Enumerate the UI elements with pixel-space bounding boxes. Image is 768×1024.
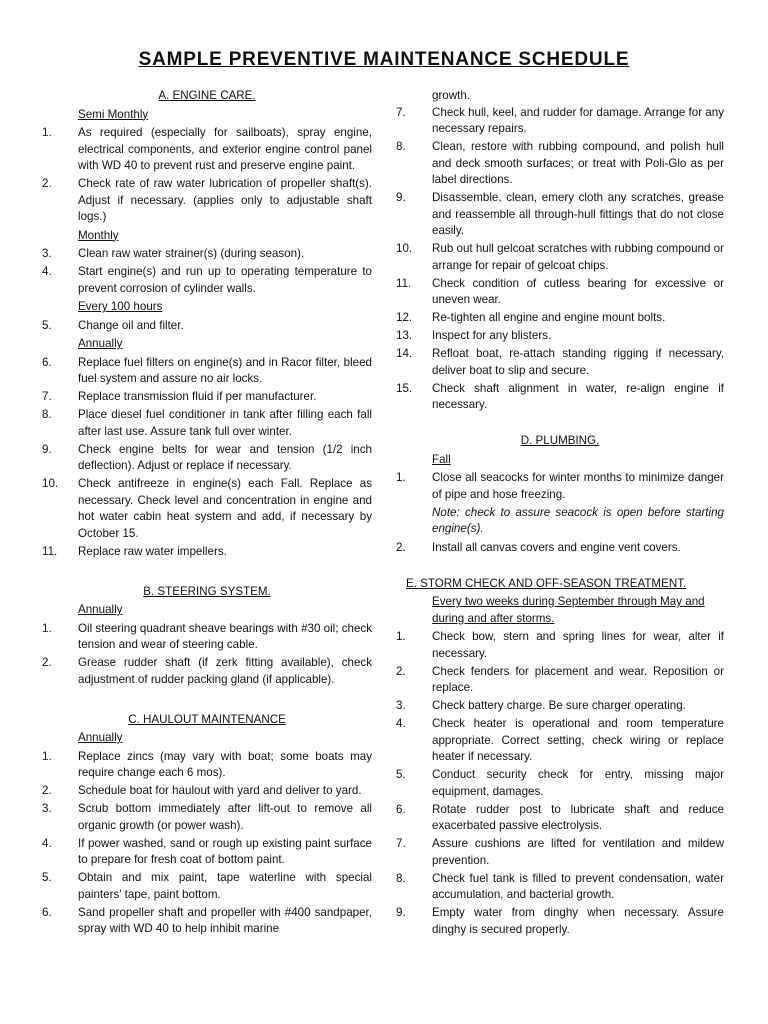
section-heading-storm-check: E. STORM CHECK AND OFF-SEASON TREATMENT. [406,576,687,590]
list-item [42,621,372,654]
item-text: Clean, restore with rubbing compound, and polish hull and deck smooth surfaces; or treat with Poli-Glo as per label directions. [432,140,724,186]
item-number: 2. [396,664,406,678]
item-number: 14. [396,347,413,360]
section-heading-steering-system: B. STEERING SYSTEM. [143,584,271,598]
list-item [396,470,724,503]
continued-text: growth. [432,89,471,102]
item-text: Check heater is operational and room temperature appropriate. Correct setting, check wiring or replace heater if necessary. [432,717,724,763]
item-number: 7. [396,837,406,850]
item-text: Inspect for any blisters. [432,329,552,342]
list-item [396,328,724,345]
list-item [42,801,372,834]
item-text: Replace raw water impellers. [78,544,227,558]
item-number: 11. [42,544,58,558]
item-text: Grease rudder shaft (if zerk fitting available), check adjustment of rudder packing gland (if applicable). [78,656,372,686]
list-item [396,540,724,557]
item-number: 2. [42,656,52,669]
right-column [396,88,724,940]
item-text: Conduct security check for entry, missing major equipment, damages. [432,768,724,798]
item-number: 4. [396,717,406,730]
list-item [396,190,724,240]
subheading-every-100-hours: Every 100 hours [78,300,163,313]
list-item [42,905,372,938]
subheading-semi-monthly: Semi Monthly [78,107,149,121]
list-item [42,407,372,440]
item-number: 6. [396,802,406,816]
list-item [42,355,372,388]
item-text: As required (especially for sailboats), spray engine, electrical components, and exterior engine control panel with WD 40 to prevent rust and preserve engine paint. [78,126,372,172]
item-number: 1. [396,471,406,484]
list-item [42,246,372,263]
item-number: 10. [396,242,413,255]
item-text: Check shaft alignment in water, re-align engine if necessary. [432,381,724,411]
list-item [396,716,724,766]
item-number: 8. [42,408,52,421]
list-item [396,871,724,904]
list-item [42,655,372,688]
item-text: Check rate of raw water lubrication of propeller shaft(s). Adjust if necessary. (applies only to adjustable shaft logs.) [78,177,372,223]
item-number: 6. [42,905,52,919]
item-text: Place diesel fuel conditioner in tank after filling each fall after last use. Assure tank full over winter. [78,408,372,438]
list-item [42,749,372,782]
item-text: Close all seacocks for winter months to minimize danger of pipe and hose freezing. [432,471,724,501]
subheading-annually: Annually [78,603,123,616]
list-item [396,767,724,800]
item-text: Re-tighten all engine and engine mount bolts. [432,311,666,324]
left-column [42,88,372,939]
item-number: 7. [42,390,52,403]
item-number: 3. [42,802,52,815]
item-number: 2. [42,177,52,190]
item-number: 13. [396,329,413,342]
subheading-annually: Annually [78,337,123,350]
item-text: Replace fuel filters on engine(s) and in Racor filter, bleed fuel system and assure no air locks. [78,355,372,385]
item-number: 8. [396,140,406,153]
list-item [42,389,372,406]
list-item [396,310,724,327]
item-number: 9. [42,442,52,456]
item-number: 5. [42,318,52,332]
subheading-fall: Fall [432,452,451,466]
list-item [396,905,724,938]
subheading-monthly: Monthly [78,228,119,242]
item-text: Schedule boat for haulout with yard and deliver to yard. [78,784,362,797]
list-item [42,870,372,903]
item-text: Check fuel tank is filled to prevent condensation, water accumulation, and bacterial growth. [432,871,724,901]
plumbing-note: Note: check to assure seacock is open before starting engine(s). [432,505,724,535]
item-number: 11. [396,276,412,290]
item-text: Check condition of cutless bearing for excessive or uneven wear. [432,276,724,306]
list-item [42,264,372,297]
list-item [396,105,724,138]
item-number: 10. [42,477,59,490]
item-text: Assure cushions are lifted for ventilation and mildew prevention. [432,837,724,867]
item-text: Rotate rudder post to lubricate shaft and reduce exacerbated passive electrolysis. [432,802,724,832]
item-number: 5. [396,768,406,781]
item-text: Check engine belts for wear and tension (1/2 inch deflection). Adjust or replace if necessary. [78,442,372,472]
item-number: 2. [42,784,52,797]
list-item [42,318,372,335]
list-item [396,698,724,715]
list-item [42,783,372,800]
list-item [396,139,724,189]
list-item [42,836,372,869]
item-text: Rub out hull gelcoat scratches with rubbing compound or arrange for repair of gelcoat chips. [432,242,724,272]
list-item [42,442,372,475]
list-item [42,544,372,561]
item-number: 1. [396,630,406,643]
item-number: 12. [396,311,413,324]
item-text: Oil steering quadrant sheave bearings with #30 oil; check tension and wear of steering cable. [78,621,372,651]
item-text: Scrub bottom immediately after lift-out to remove all organic growth (or power wash). [78,802,372,832]
item-text: Change oil and filter. [78,318,184,332]
item-number: 1. [42,126,52,139]
item-text: Start engine(s) and run up to operating temperature to prevent corrosion of cylinder walls. [78,265,372,295]
item-text: Check fenders for placement and wear. Reposition or replace. [432,664,724,694]
item-text: Disassemble, clean, emery cloth any scratches, grease and reassemble all through-hull fittings that do not close easily. [432,191,724,237]
item-number: 1. [42,749,52,763]
list-item [396,836,724,869]
item-number: 3. [42,247,52,260]
item-number: 3. [396,699,406,712]
item-text: Check antifreeze in engine(s) each Fall. Replace as necessary. Check level and concentration in engine and hot water cabin heat system and add, if necessary by October 15. [78,477,372,540]
list-item [396,802,724,835]
list-item [42,125,372,175]
item-number: 15. [396,381,413,395]
item-text: Replace transmission fluid if per manufacturer. [78,390,317,403]
subheading-annually: Annually [78,731,123,744]
item-number: 2. [396,540,406,554]
section-heading-plumbing: D. PLUMBING. [520,434,600,447]
item-text: Sand propeller shaft and propeller with #400 sandpaper, spray with WD 40 to help inhibit marine [78,905,372,935]
item-number: 7. [396,105,406,119]
list-item [42,476,372,542]
item-text: If power washed, sand or rough up existing paint surface to prepare for fresh coat of bottom paint. [78,836,372,866]
section-heading-haulout-maintenance: C. HAULOUT MAINTENANCE [128,712,286,726]
page-title: SAMPLE PREVENTIVE MAINTENANCE SCHEDULE [138,49,630,70]
item-number: 6. [42,355,52,369]
item-text: Install all canvas covers and engine vent covers. [432,540,681,554]
subheading-every-two-weeks: Every two weeks during September through May and during and after storms. [432,595,705,625]
list-item [396,664,724,697]
item-number: 8. [396,871,406,885]
item-text: Empty water from dinghy when necessary. Assure dinghy is secured properly. [432,906,724,936]
item-text: Replace zincs (may vary with boat; some boats may require change each 6 mos). [78,749,372,779]
item-text: Check hull, keel, and rudder for damage. Arrange for any necessary repairs. [432,105,724,135]
item-number: 9. [396,906,406,919]
list-item [396,629,724,662]
item-number: 1. [42,621,52,635]
list-item [396,381,724,414]
list-item [396,346,724,379]
list-item [42,176,372,226]
item-number: 5. [42,871,52,884]
item-text: Obtain and mix paint, tape waterline with special painters' tape, paint bottom. [78,871,372,901]
item-text: Refloat boat, re-attach standing rigging if necessary, deliver boat to slip and secure. [432,347,724,377]
item-number: 9. [396,191,406,204]
item-number: 4. [42,836,52,850]
section-heading-engine-care: A. ENGINE CARE. [158,89,256,102]
item-number: 4. [42,265,52,278]
item-text: Check bow, stern and spring lines for wear, alter if necessary. [432,630,724,660]
list-item [396,241,724,274]
item-text: Clean raw water strainer(s) (during season). [78,247,305,260]
item-text: Check battery charge. Be sure charger operating. [432,699,686,712]
list-item [396,276,724,309]
